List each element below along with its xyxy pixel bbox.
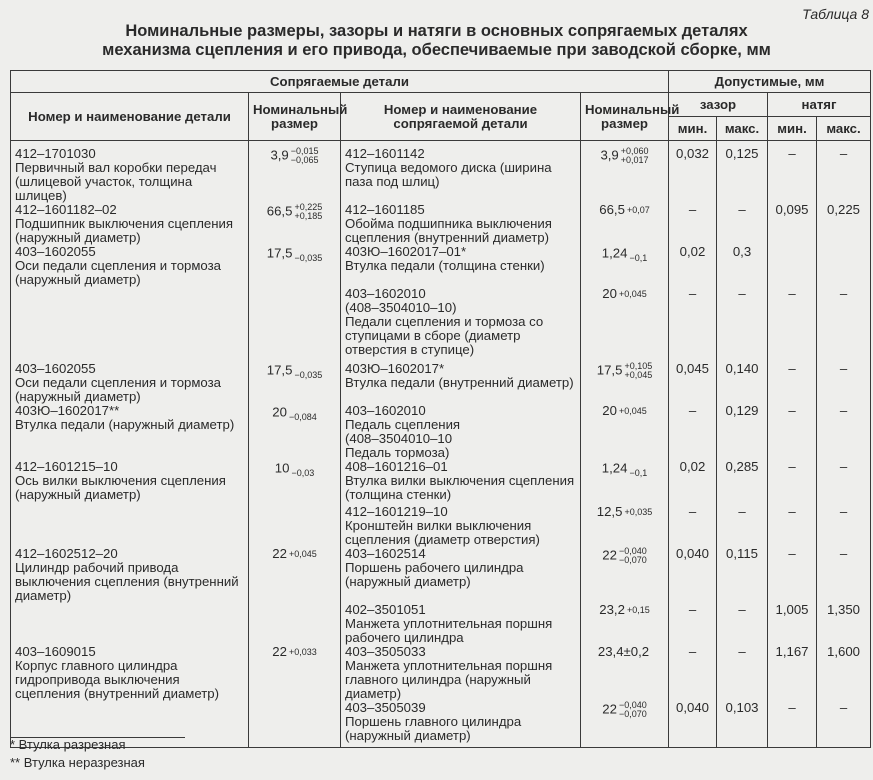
nominal-2-cell [581,505,669,547]
nominal-value [272,404,316,422]
part-name-cell: 412–1601215–10 Ось вилки выключения сцепления (наружный диаметр) [11,460,249,505]
interference-min-cell: – [768,362,817,404]
tolerance-lower: −0,035 [294,253,323,263]
nominal-value [599,603,649,617]
clearance-min-cell: 0,045 [669,362,717,404]
header-nominal: Номинальный размер [249,93,341,141]
nominal-value [272,547,316,561]
nominal-2-cell [581,603,669,645]
nominal-base: 1,24 [601,245,628,261]
tolerance [289,404,317,422]
interference-min-cell: 0,095 [768,203,817,245]
tolerance-upper: +0,07 [626,205,650,216]
header-interference-max: макс. [817,117,871,141]
dimensions-table [10,70,871,748]
tolerance-upper: +0,15 [626,605,650,616]
tolerance-upper: +0,225 [294,202,323,212]
clearance-min-cell: – [669,287,717,362]
clearance-max-cell: 0,140 [717,362,768,404]
tolerance-upper: +0,033 [288,647,317,658]
tolerance-upper: +0,060 [620,146,649,156]
tolerance-lower: +0,185 [294,211,323,221]
clearance-min-cell: – [669,645,717,701]
nominal-value [270,147,318,165]
tolerance [619,407,647,416]
nominal-cell [249,460,341,505]
nominal-2-cell [581,404,669,460]
tolerance-upper: +0,035 [624,507,653,518]
table-row [11,245,871,287]
tolerance [291,460,314,478]
part-name-cell: 403–1602055 Оси педали сцепления и тормоза (наружный диаметр) [11,362,249,404]
interference-min-cell: – [768,287,817,362]
tolerance [289,648,317,657]
header-mating-parts: Сопрягаемые детали [11,71,669,93]
clearance-max-cell: – [717,645,768,701]
tolerance-lower: −0,084 [288,412,317,422]
clearance-max-cell: 0,3 [717,245,768,287]
interference-min-cell: – [768,404,817,460]
title-line-1: Номинальные размеры, зазоры и натяги в основных сопрягаемых деталях [125,22,748,40]
nominal-value [600,147,648,165]
tolerance [627,606,650,615]
table-row [11,404,871,460]
nominal-value [275,460,314,478]
header-mating-part-name: Номер и наименование сопрягаемой детали [341,93,581,141]
nominal-cell [249,505,341,547]
table-row [11,141,871,204]
tolerance [624,362,652,380]
tolerance-upper: +0,105 [624,361,653,371]
part-name-cell: 412–1601182–02 Подшипник выключения сцепления (наружный диаметр) [11,203,249,245]
table-row [11,505,871,547]
table-row [11,460,871,505]
nominal-base: 17,5 [596,362,623,378]
table-row [11,287,871,362]
clearance-min-cell: – [669,203,717,245]
mating-part-cell: 403–1602514 Поршень рабочего цилиндра (наружный диаметр) [341,547,581,603]
nominal-base: 3,9 [600,147,619,163]
clearance-max-cell: – [717,603,768,645]
nominal-base: 22 [272,644,287,659]
footnotes [10,736,145,772]
nominal-base: 23,4±0,2 [597,644,650,659]
nominal-value [267,203,322,221]
title-line-2: механизма сцепления и его привода, обеспечиваемые при заводской сборке, мм [102,41,771,59]
nominal-value [294,505,296,519]
tolerance-lower: −0,03 [291,468,315,478]
interference-max-cell: 1,600 [817,645,871,701]
nominal-2-cell [581,362,669,404]
tolerance-lower: −0,070 [618,709,647,719]
table-row [11,547,871,603]
interference-max-cell: – [817,362,871,404]
interference-min-cell [768,245,817,287]
mating-part-cell: 403–3505039 Поршень главного цилиндра (наружный диаметр) [341,701,581,748]
table-row [11,603,871,645]
mating-part-cell: 412–1601185 Обойма подшипника выключения сцепления (внутренний диаметр) [341,203,581,245]
interference-max-cell [817,245,871,287]
table-row [11,645,871,701]
nominal-cell [249,362,341,404]
tolerance [619,701,647,719]
tolerance [619,547,647,565]
clearance-max-cell: – [717,505,768,547]
tolerance-lower: +0,045 [624,370,653,380]
tolerance-upper: +0,045 [288,549,317,560]
tolerance [629,460,647,478]
interference-min-cell: – [768,505,817,547]
nominal-cell [249,203,341,245]
tolerance-lower: −0,1 [629,253,648,263]
interference-min-cell: – [768,460,817,505]
tolerance [291,147,319,165]
nominal-value [598,645,651,659]
nominal-base: 22 [602,547,617,563]
nominal-base: 22 [272,546,287,561]
clearance-min-cell: 0,032 [669,141,717,204]
nominal-base: 20 [602,286,617,301]
nominal-cell [249,603,341,645]
part-name-cell: 412–1701030 Первичный вал коробки передач (шлицевой участок, толщина шлицев) [11,141,249,204]
interference-min-cell: – [768,701,817,748]
nominal-base: 20 [272,404,287,420]
header-clearance-max: макс. [717,117,768,141]
clearance-max-cell: 0,129 [717,404,768,460]
mating-part-cell: 403Ю–1602017* Втулка педали (внутренний диаметр) [341,362,581,404]
clearance-max-cell: – [717,203,768,245]
clearance-min-cell: 0,040 [669,547,717,603]
nominal-value [267,362,322,380]
interference-max-cell: – [817,404,871,460]
table-label: Таблица 8 [802,6,869,22]
header-part-name: Номер и наименование детали [11,93,249,141]
tolerance [619,290,647,299]
header-interference-min: мин. [768,117,817,141]
nominal-value [602,245,647,263]
clearance-max-cell: 0,285 [717,460,768,505]
interference-min-cell: – [768,141,817,204]
clearance-max-cell: – [717,287,768,362]
header-clearance-min: мин. [669,117,717,141]
nominal-value [294,287,296,301]
clearance-min-cell: 0,02 [669,245,717,287]
tolerance-lower: −0,1 [629,468,648,478]
header-clearance: зазор [669,93,768,117]
nominal-base: 23,2 [599,602,625,617]
mating-part-cell: 403–1602010 Педаль сцепления (408–3504010–10 Педаль тормоза) [341,404,581,460]
nominal-value [599,203,649,217]
nominal-2-cell [581,645,669,701]
table-row [11,203,871,245]
clearance-min-cell: 0,040 [669,701,717,748]
nominal-value [602,404,646,418]
tolerance-upper: −0,040 [618,700,647,710]
part-name-cell: 412–1602512–20 Цилиндр рабочий привода выключения сцепления (внутренний диаметр) [11,547,249,603]
tolerance [629,245,647,263]
nominal-cell [249,404,341,460]
tolerance-lower: −0,065 [290,155,319,165]
interference-max-cell: – [817,287,871,362]
header-nominal-2: Номинальный размер [581,93,669,141]
tolerance [294,362,322,380]
tolerance-upper: −0,040 [618,546,647,556]
nominal-value [294,603,296,617]
header-interference: натяг [768,93,871,117]
nominal-base: 66,5 [266,203,293,219]
interference-max-cell: 0,225 [817,203,871,245]
nominal-base: 20 [602,403,617,418]
nominal-base: 12,5 [596,504,623,519]
nominal-2-cell [581,203,669,245]
mating-part-cell: 412–1601142 Ступица ведомого диска (ширина паза под шлиц) [341,141,581,204]
footnote-solid-bushing: ** Втулка неразрезная [10,755,145,770]
part-name-cell [11,287,249,362]
tolerance-lower: −0,035 [294,370,323,380]
tolerance [621,147,649,165]
tolerance [294,245,322,263]
nominal-value [602,701,646,719]
mating-part-cell: 403–3505033 Манжета уплотнительная поршня главного цилиндра (наружный диаметр) [341,645,581,701]
clearance-max-cell: 0,103 [717,701,768,748]
nominal-base: 22 [602,701,617,717]
interference-max-cell: – [817,460,871,505]
interference-max-cell: – [817,547,871,603]
tolerance-upper: −0,015 [290,146,319,156]
nominal-2-cell [581,141,669,204]
tolerance [627,206,650,215]
nominal-base: 17,5 [266,362,293,378]
nominal-cell [249,245,341,287]
mating-part-cell: 408–1601216–01 Втулка вилки выключения сцепления (толщина стенки) [341,460,581,505]
nominal-cell [249,547,341,603]
mating-part-cell: 402–3501051 Манжета уплотнительная поршня рабочего цилиндра [341,603,581,645]
nominal-cell [249,701,341,748]
mating-part-cell: 403Ю–1602017–01* Втулка педали (толщина стенки) [341,245,581,287]
interference-max-cell: – [817,141,871,204]
clearance-min-cell: – [669,603,717,645]
table-row [11,362,871,404]
mating-part-cell: 412–1601219–10 Кронштейн вилки выключения сцепления (диаметр отверстия) [341,505,581,547]
tolerance [624,508,652,517]
interference-min-cell: 1,005 [768,603,817,645]
nominal-cell [249,287,341,362]
interference-min-cell: – [768,547,817,603]
tolerance-upper: +0,045 [618,406,647,417]
clearance-max-cell: 0,125 [717,141,768,204]
nominal-base: 66,5 [599,202,625,217]
tolerance-upper: +0,045 [618,289,647,300]
nominal-value [597,505,652,519]
clearance-min-cell: – [669,505,717,547]
interference-max-cell: – [817,505,871,547]
interference-min-cell: 1,167 [768,645,817,701]
header-allowed: Допустимые, мм [669,71,871,93]
interference-max-cell: 1,350 [817,603,871,645]
clearance-min-cell: – [669,404,717,460]
nominal-value [602,547,646,565]
part-name-cell: 403Ю–1602017** Втулка педали (наружный диаметр) [11,404,249,460]
nominal-2-cell [581,701,669,748]
tolerance [289,550,317,559]
tolerance-lower: +0,017 [620,155,649,165]
nominal-base: 1,24 [601,460,628,476]
page-title [0,22,873,60]
nominal-cell [249,141,341,204]
nominal-2-cell [581,460,669,505]
nominal-2-cell [581,287,669,362]
clearance-min-cell: 0,02 [669,460,717,505]
mating-part-cell: 403–1602010 (408–3504010–10) Педали сцепления и тормоза со ступицами в сборе (диаметр отверстия в ступице) [341,287,581,362]
tolerance [294,203,322,221]
nominal-cell [249,645,341,701]
nominal-base: 17,5 [266,245,293,261]
part-name-cell: 403–1609015 Корпус главного цилиндра гидропривода выключения сцепления (внутренний диаметр) [11,645,249,701]
part-name-cell: 403–1602055 Оси педали сцепления и тормоза (наружный диаметр) [11,245,249,287]
clearance-max-cell: 0,115 [717,547,768,603]
nominal-value [294,701,296,715]
nominal-value [267,245,322,263]
interference-max-cell: – [817,701,871,748]
nominal-base: 3,9 [270,147,289,163]
nominal-value [597,362,652,380]
nominal-base: 10 [274,460,290,476]
footnote-split-bushing: * Втулка разрезная [10,737,126,752]
tolerance-lower: −0,070 [618,555,647,565]
part-name-cell [11,603,249,645]
nominal-2-cell [581,547,669,603]
nominal-value [602,287,646,301]
nominal-value [602,460,647,478]
part-name-cell [11,505,249,547]
nominal-value [272,645,316,659]
nominal-2-cell [581,245,669,287]
